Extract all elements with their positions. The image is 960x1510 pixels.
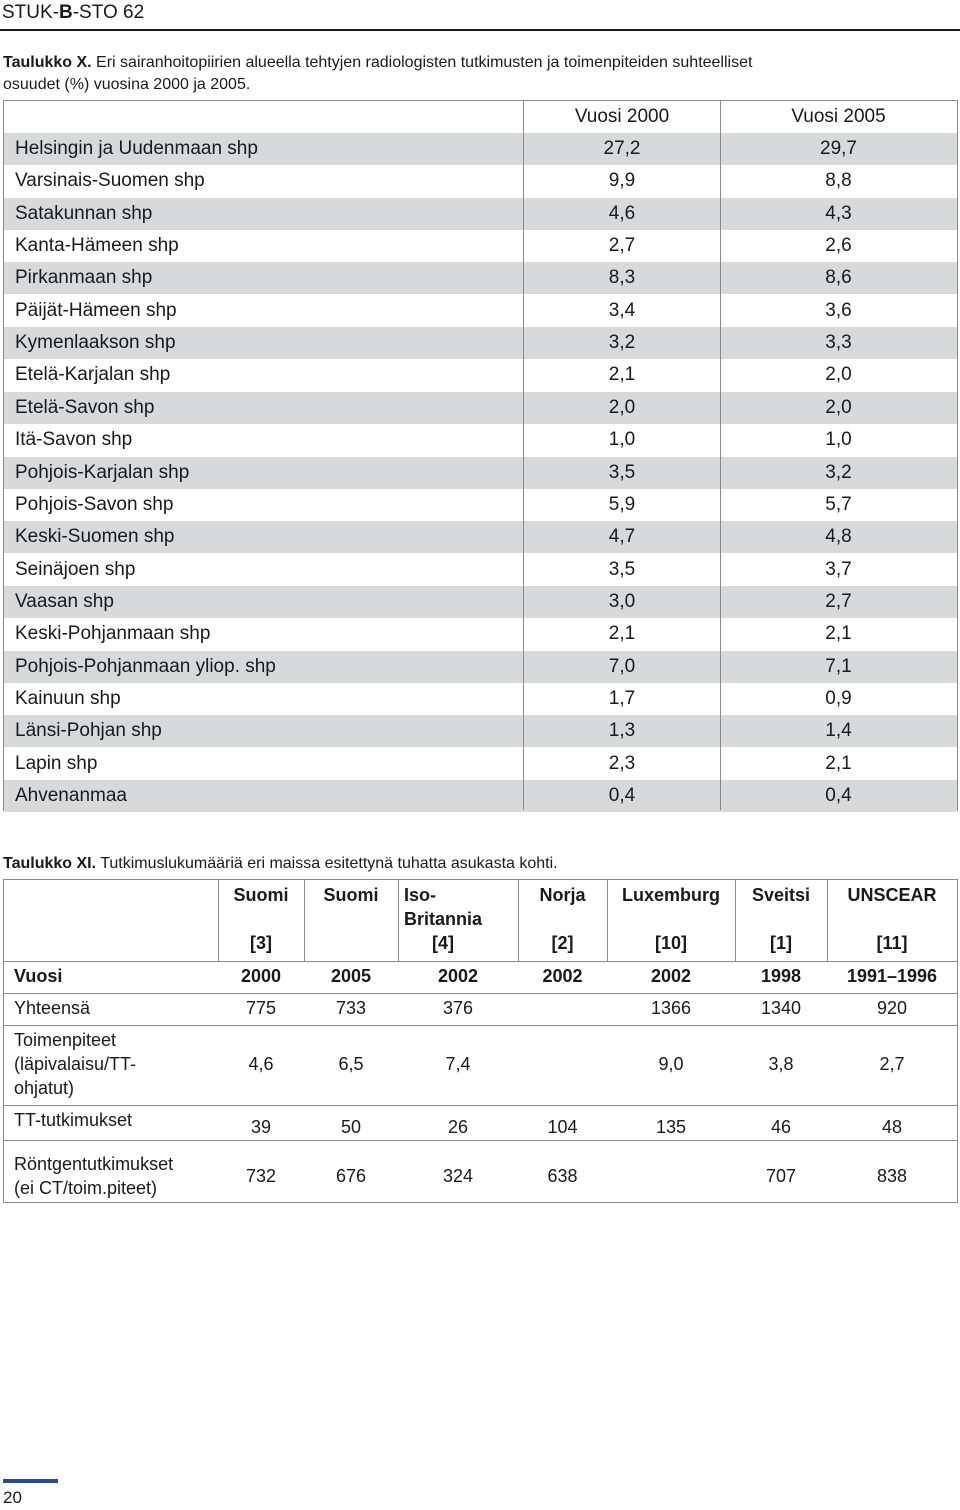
table-cell-value: 6,5 xyxy=(338,1054,364,1074)
reference-number: [1] xyxy=(770,933,792,953)
year-value: 1991–1996 xyxy=(846,966,938,986)
country-name: Norja xyxy=(539,885,586,905)
table-cell-value: 104 xyxy=(547,1117,578,1137)
value-2005: 4,3 xyxy=(825,203,852,224)
table-x xyxy=(3,100,958,811)
col-header-2000: Vuosi 2000 xyxy=(574,106,670,127)
table-cell-value: 26 xyxy=(447,1117,469,1137)
reference-number: [11] xyxy=(876,933,908,953)
value-2005: 5,7 xyxy=(825,494,852,515)
reference-number: [10] xyxy=(654,933,687,953)
district-name: Ahvenanmaa xyxy=(15,785,127,806)
table-cell-value: 676 xyxy=(335,1166,367,1186)
value-2005: 2,0 xyxy=(825,397,852,418)
district-name: Varsinais-Suomen shp xyxy=(15,170,205,191)
value-2000: 2,7 xyxy=(608,235,636,256)
column-divider xyxy=(398,880,399,961)
row-divider xyxy=(4,1140,957,1141)
table-cell-value: 4,6 xyxy=(248,1054,274,1074)
page-header xyxy=(0,0,960,31)
table-cell-value: 1340 xyxy=(760,998,802,1018)
year-value: 2002 xyxy=(650,966,692,986)
district-name: Pohjois-Savon shp xyxy=(15,494,174,515)
table-row xyxy=(4,165,957,197)
value-2000: 4,7 xyxy=(608,526,636,547)
district-name: Keski-Suomen shp xyxy=(15,526,175,547)
table-row xyxy=(4,392,957,424)
reference-number: [4] xyxy=(432,933,454,953)
table-cell-value: 707 xyxy=(765,1166,797,1186)
table-row xyxy=(4,133,957,165)
district-name: Satakunnan shp xyxy=(15,203,153,224)
table-row xyxy=(4,586,957,618)
table-row xyxy=(4,489,957,521)
table-cell-value: 324 xyxy=(442,1166,474,1186)
value-2005: 2,1 xyxy=(825,753,852,774)
value-2005: 3,3 xyxy=(825,332,852,353)
column-divider xyxy=(523,101,524,810)
table-row xyxy=(4,198,957,230)
value-2005: 1,4 xyxy=(825,720,852,741)
value-2005: 7,1 xyxy=(825,656,852,677)
table-row xyxy=(4,748,957,780)
table-row xyxy=(4,715,957,747)
value-2005: 2,1 xyxy=(825,623,852,644)
table-x-header-row xyxy=(4,101,957,133)
value-2000: 3,4 xyxy=(608,300,636,321)
row-divider xyxy=(4,961,957,962)
table-cell-value: 50 xyxy=(340,1117,362,1137)
table-row xyxy=(4,424,957,456)
row-label: (läpivalaisu/TT- xyxy=(14,1054,137,1074)
country-name: Iso- xyxy=(404,885,437,905)
district-name: Vaasan shp xyxy=(15,591,114,612)
column-divider xyxy=(720,101,721,810)
district-name: Seinäjoen shp xyxy=(15,559,136,580)
country-name-line2: Britannia xyxy=(404,909,483,929)
district-name: Etelä-Savon shp xyxy=(15,397,155,418)
row-label: TT-tutkimukset xyxy=(14,1110,133,1130)
country-name: Luxemburg xyxy=(621,885,720,905)
table-row xyxy=(4,618,957,650)
district-name: Keski-Pohjanmaan shp xyxy=(15,623,211,644)
table-cell-value: 376 xyxy=(442,998,474,1018)
value-2005: 8,8 xyxy=(825,170,852,191)
year-value: 1998 xyxy=(760,966,802,986)
table-cell-value: 838 xyxy=(876,1166,908,1186)
value-2000: 4,6 xyxy=(608,203,636,224)
value-2000: 3,5 xyxy=(608,462,636,483)
value-2005: 4,8 xyxy=(825,526,852,547)
value-2000: 9,9 xyxy=(608,170,636,191)
value-2000: 3,0 xyxy=(608,591,636,612)
country-name: Sveitsi xyxy=(751,885,811,905)
table-cell-value: 3,8 xyxy=(768,1054,794,1074)
row-label: Toimenpiteet xyxy=(14,1030,117,1050)
district-name: Helsingin ja Uudenmaan shp xyxy=(15,138,258,159)
year-value: 2005 xyxy=(330,966,372,986)
value-2005: 1,0 xyxy=(825,429,852,450)
table-row xyxy=(4,457,957,489)
district-name: Länsi-Pohjan shp xyxy=(15,720,162,741)
value-2000: 1,7 xyxy=(608,688,636,709)
country-name: Suomi xyxy=(233,885,289,905)
district-name: Pohjois-Karjalan shp xyxy=(15,462,190,483)
table-cell-value: 733 xyxy=(335,998,367,1018)
table-cell-value: 1366 xyxy=(650,998,692,1018)
district-name: Kainuun shp xyxy=(15,688,121,709)
value-2000: 2,3 xyxy=(608,753,636,774)
table-cell-value: 638 xyxy=(547,1166,578,1186)
year-row-label: Vuosi xyxy=(14,966,63,986)
year-value: 2002 xyxy=(437,966,479,986)
district-name: Kanta-Hämeen shp xyxy=(15,235,179,256)
value-2000: 3,5 xyxy=(608,559,636,580)
table-row xyxy=(4,554,957,586)
value-2000: 1,3 xyxy=(608,720,636,741)
table-cell-value: 775 xyxy=(245,998,277,1018)
value-2005: 0,4 xyxy=(825,785,852,806)
district-name: Etelä-Karjalan shp xyxy=(15,364,171,385)
value-2000: 2,1 xyxy=(608,364,636,385)
value-2005: 2,7 xyxy=(825,591,852,612)
table-cell-value: 2,7 xyxy=(879,1054,905,1074)
table-row xyxy=(4,327,957,359)
row-divider xyxy=(4,1105,957,1106)
table-row xyxy=(4,295,957,327)
row-label: (ei CT/toim.piteet) xyxy=(14,1178,158,1198)
district-name: Pohjois-Pohjanmaan yliop. shp xyxy=(15,656,276,677)
value-2000: 0,4 xyxy=(608,785,636,806)
country-name: Suomi xyxy=(323,885,379,905)
value-2005: 2,0 xyxy=(825,364,852,385)
value-2005: 3,2 xyxy=(825,462,852,483)
footer-accent-bar xyxy=(3,1479,58,1483)
value-2000: 1,0 xyxy=(608,429,636,450)
row-divider xyxy=(4,1025,957,1026)
table-cell-value: 7,4 xyxy=(445,1054,471,1074)
table-xi-caption: Taulukko XI. Tutkimuslukumääriä eri maissa esitettynä tuhatta asukasta kohti. xyxy=(3,855,558,872)
table-cell-value: 39 xyxy=(250,1117,272,1137)
country-name: UNSCEAR xyxy=(847,885,937,905)
table-row xyxy=(4,521,957,553)
district-name: Päijät-Hämeen shp xyxy=(15,300,177,321)
table-cell-value: 135 xyxy=(655,1117,687,1137)
table-cell-value: 732 xyxy=(245,1166,277,1186)
row-label: ohjatut) xyxy=(14,1078,75,1098)
table-x-caption: Taulukko X. Eri sairanhoitopiirien alueella tehtyjen radiologisten tutkimusten ja toimenpiteiden suhteelliset osuudet (%) vuosina 2000 ja 2005. xyxy=(3,54,753,93)
value-2000: 2,0 xyxy=(608,397,636,418)
value-2005: 3,7 xyxy=(825,559,852,580)
value-2000: 3,2 xyxy=(608,332,636,353)
district-name: Lapin shp xyxy=(15,753,98,774)
table-cell-value: 9,0 xyxy=(658,1054,684,1074)
table-xi xyxy=(3,879,958,1203)
table-row xyxy=(4,262,957,294)
table-row xyxy=(4,651,957,683)
table-row xyxy=(4,230,957,262)
value-2000: 5,9 xyxy=(608,494,636,515)
value-2005: 2,6 xyxy=(825,235,852,256)
district-name: Kymenlaakson shp xyxy=(15,332,176,353)
value-2005: 0,9 xyxy=(825,688,852,709)
row-label: Yhteensä xyxy=(14,998,91,1018)
row-label: Röntgentutkimukset xyxy=(14,1154,174,1174)
page-number: 20 xyxy=(3,1488,22,1507)
value-2000: 8,3 xyxy=(608,267,636,288)
value-2005: 8,6 xyxy=(825,267,852,288)
reference-number: [3] xyxy=(250,933,272,953)
value-2005: 3,6 xyxy=(825,300,852,321)
year-value: 2000 xyxy=(240,966,282,986)
table-row xyxy=(4,683,957,715)
value-2000: 2,1 xyxy=(608,623,636,644)
row-divider xyxy=(4,993,957,994)
table-cell-value: 48 xyxy=(881,1117,903,1137)
year-value: 2002 xyxy=(542,966,583,986)
value-2000: 27,2 xyxy=(603,138,641,159)
table-cell-value: 46 xyxy=(770,1117,792,1137)
table-row xyxy=(4,780,957,812)
reference-number: [2] xyxy=(551,933,574,953)
table-row xyxy=(4,359,957,391)
district-name: Itä-Savon shp xyxy=(15,429,133,450)
table-cell-value: 920 xyxy=(876,998,908,1018)
col-header-2005: Vuosi 2005 xyxy=(791,106,886,127)
series-code: STUK-B-STO 62 xyxy=(2,2,145,23)
value-2000: 7,0 xyxy=(608,656,636,677)
value-2005: 29,7 xyxy=(820,138,857,159)
district-name: Pirkanmaan shp xyxy=(15,267,153,288)
